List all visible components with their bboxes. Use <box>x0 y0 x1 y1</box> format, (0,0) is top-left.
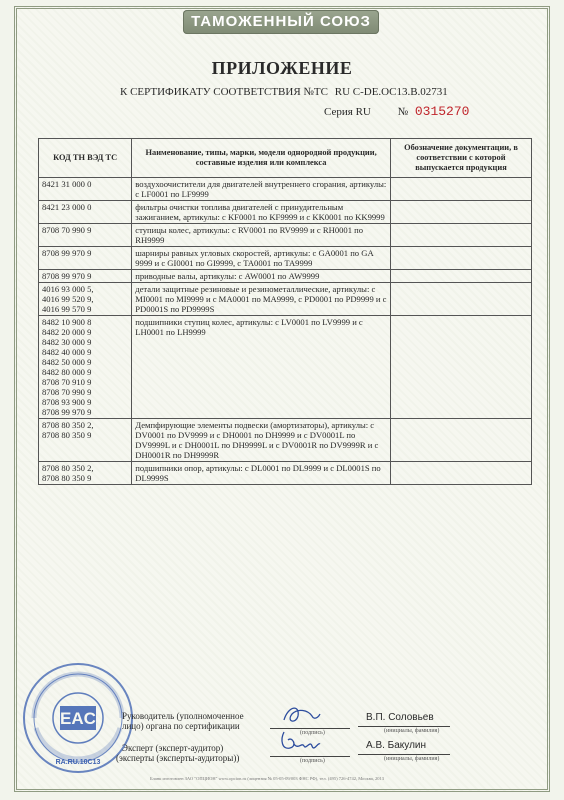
hs-code: 8482 40 000 9 <box>42 347 92 357</box>
cell-description: фильтры очистки топлива двигателей с принудительным зажиганием, артикулы: с KF0001 по KF9999 и с KK0001 по KK9999 <box>132 201 391 224</box>
table-row <box>39 316 532 419</box>
hs-code: 4016 93 000 5, <box>42 284 94 294</box>
hs-code: 8708 80 350 2, <box>42 420 94 430</box>
series-line <box>324 104 469 119</box>
expert-signature-icon <box>276 726 324 756</box>
table-row <box>39 201 532 224</box>
cell-documentation <box>390 224 531 247</box>
cell-documentation <box>390 201 531 224</box>
cell-code <box>39 178 132 201</box>
expert-name-line <box>358 754 450 755</box>
hs-code: 8708 93 900 9 <box>42 397 92 407</box>
expert-sign-hint: (подпись) <box>300 758 325 764</box>
table-row <box>39 247 532 270</box>
cell-code <box>39 270 132 283</box>
cell-description: шарниры равных угловых скоростей, артикулы: с GA0001 по GA 9999 и с GI0001 по GI9999, с TA0001 по TA9999 <box>132 247 391 270</box>
cell-code <box>39 283 132 316</box>
head-sign-hint: (подпись) <box>300 730 325 736</box>
cell-documentation <box>390 283 531 316</box>
cell-description: ступицы колес, артикулы: с RV0001 по RV9999 и с RH0001 по RH9999 <box>132 224 391 247</box>
cell-description: приводные валы, артикулы: с AW0001 по AW9999 <box>132 270 391 283</box>
hs-code: 8482 50 000 9 <box>42 357 92 367</box>
head-name: В.П. Соловьев <box>366 712 434 723</box>
cell-description: подшипники опор, артикулы: с DL0001 по DL9999 и с DL0001S по DL9999S <box>132 462 391 485</box>
eac-logo-text: EAC <box>60 709 96 728</box>
table-row <box>39 419 532 462</box>
stamp-reg-text: RA.RU.10C13 <box>55 759 101 766</box>
customs-union-banner: ТАМОЖЕННЫЙ СОЮЗ <box>183 10 379 34</box>
cell-documentation <box>390 178 531 201</box>
table-row <box>39 270 532 283</box>
header-name: Наименование, типы, марки, модели однородной продукции, составные изделия или комплекса <box>132 139 391 178</box>
page-title: ПРИЛОЖЕНИЕ <box>211 58 353 78</box>
cell-documentation <box>390 316 531 419</box>
hs-code: 8708 80 350 9 <box>42 473 92 483</box>
cell-description: подшипники ступиц колес, артикулы: с LV0001 по LV9999 и с LH0001 по LH9999 <box>132 316 391 419</box>
cell-code <box>39 247 132 270</box>
table-row <box>39 178 532 201</box>
hs-code: 8482 30 000 9 <box>42 337 92 347</box>
cert-label: К СЕРТИФИКАТУ СООТВЕТСТВИЯ <box>120 86 301 98</box>
head-name-hint: (инициалы, фамилия) <box>384 728 440 734</box>
cell-description: воздухоочистители для двигателей внутреннего сгорания, артикулы: с LF0001 по LF9999 <box>132 178 391 201</box>
cell-documentation <box>390 462 531 485</box>
expert-name-hint: (инициалы, фамилия) <box>384 756 440 762</box>
head-label-1: Руководитель (уполномоченное <box>122 711 244 721</box>
hs-code: 4016 99 520 9, <box>42 294 94 304</box>
cell-documentation <box>390 419 531 462</box>
cell-code <box>39 224 132 247</box>
hs-code: 8708 70 910 9 <box>42 377 92 387</box>
expert-sign-line <box>270 756 350 757</box>
series-label: Серия <box>324 106 353 118</box>
head-signature-icon <box>278 702 322 728</box>
hs-code: 8708 99 970 9 <box>42 271 92 281</box>
expert-label-2: (эксперты (эксперты-аудиторы)) <box>116 753 240 763</box>
cell-code <box>39 316 132 419</box>
table-row <box>39 462 532 485</box>
hs-code: 8708 99 970 9 <box>42 248 92 258</box>
products-table <box>38 138 532 485</box>
head-name-line <box>358 726 450 727</box>
hs-code: 8708 80 350 2, <box>42 463 94 473</box>
cell-documentation <box>390 247 531 270</box>
hs-code: 8708 80 350 9 <box>42 430 92 440</box>
hs-code: 4016 99 570 9 <box>42 304 92 314</box>
cell-code <box>39 201 132 224</box>
head-label-2: лицо) органа по сертификации <box>122 721 240 731</box>
expert-name: А.В. Бакулин <box>366 740 427 751</box>
serial-no-label: № <box>397 106 409 118</box>
table-body <box>39 178 532 485</box>
hs-code: 8708 70 990 9 <box>42 225 92 235</box>
hs-code: 8482 10 900 8 <box>42 317 92 327</box>
table-header-row <box>39 139 532 178</box>
cert-number: RU C-DE.OC13.B.02731 <box>334 86 448 98</box>
hs-code: 8482 20 000 9 <box>42 327 92 337</box>
cell-documentation <box>390 270 531 283</box>
cert-no-label: №ТС <box>303 86 328 98</box>
series-value: RU <box>355 106 371 118</box>
expert-label-1: Эксперт (эксперт-аудитор) <box>122 743 224 753</box>
cell-description: детали защитные резиновые и резинометаллические, артикулы: с MI0001 по MI9999 и с MA0001 по MA9999, с PD0001 по PD9999 и с PD0001S по PD9999S <box>132 283 391 316</box>
table-row <box>39 224 532 247</box>
serial-number: 0315270 <box>414 104 470 119</box>
table-row <box>39 283 532 316</box>
form-footer: Бланк изготовлен ЗАО "ОПЦИОН" www.opcion.ru (лицензия № 05-05-09/003 ФНС РФ), тел. (495) 726-4742, Москва, 2013 <box>150 776 385 781</box>
cell-code <box>39 462 132 485</box>
cell-code <box>39 419 132 462</box>
hs-code: 8482 80 000 9 <box>42 367 92 377</box>
header-doc: Обозначение документации, в соответствии с которой выпускается продукция <box>390 139 531 178</box>
certificate-line <box>120 86 448 98</box>
hs-code: 8421 31 000 0 <box>42 179 92 189</box>
cell-description: Демпфирующие элементы подвески (амортизаторы), артикулы: с DV0001 по DV9999 и с DH0001 по DH9999 и с DV0001L по DV9999L и с DH0001L по DH9999L и с DV0001R по DV9999R и с DH0001R по DH9999R <box>132 419 391 462</box>
header-code: КОД ТН ВЭД ТС <box>39 139 132 178</box>
hs-code: 8708 70 990 9 <box>42 387 92 397</box>
hs-code: 8708 99 970 9 <box>42 407 92 417</box>
hs-code: 8421 23 000 0 <box>42 202 92 212</box>
